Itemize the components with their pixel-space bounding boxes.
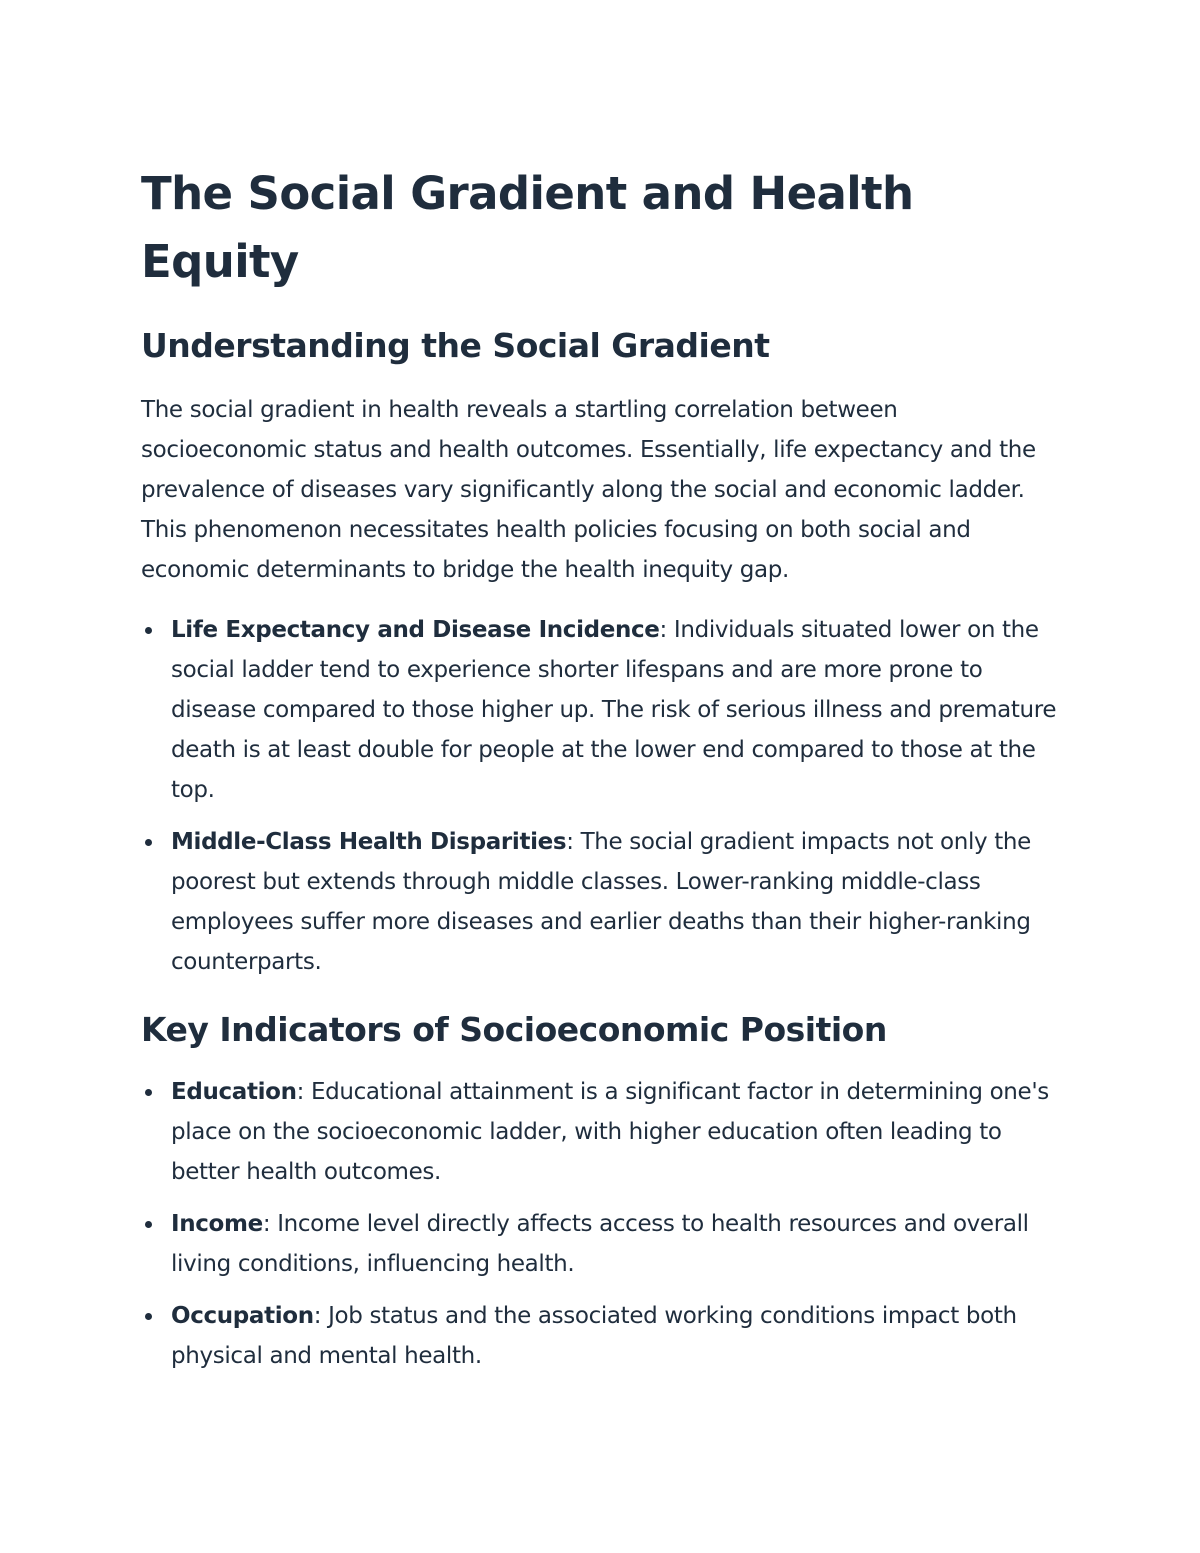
list-item <box>171 822 1066 982</box>
list-item-text: : The social gradient impacts not only the poorest but extends through middle classes. Lower-ranking middle-class employees suffer more diseases and earlier deaths than their higher-ranking counterparts. <box>171 829 1031 975</box>
list-item <box>171 610 1066 810</box>
list-item <box>171 1204 1066 1284</box>
bullet-icon <box>145 1221 152 1228</box>
bullet-list <box>141 610 1066 982</box>
list-item-term: Life Expectancy and Disease Incidence <box>171 617 660 643</box>
bullet-icon <box>145 627 152 634</box>
list-item-term: Education <box>171 1079 297 1105</box>
document-title: The Social Gradient and Health Equity <box>141 167 914 288</box>
bullet-icon <box>145 1089 152 1096</box>
bullet-list <box>141 1072 1066 1376</box>
list-item <box>171 1296 1066 1376</box>
section-understanding-social-gradient <box>141 324 1066 982</box>
bullet-icon <box>145 1313 152 1320</box>
section-heading: Key Indicators of Socioeconomic Position <box>141 1010 887 1049</box>
list-item-text: : Individuals situated lower on the social ladder tend to experience shorter lifespans and are more prone to disease compared to those higher up. The risk of serious illness and premature death is at least double for people at the lower end compared to those at the top. <box>171 617 1057 803</box>
section-key-indicators <box>141 1008 1066 1376</box>
list-item-text: : Job status and the associated working conditions impact both physical and mental health. <box>171 1303 1017 1369</box>
list-item-term: Occupation <box>171 1303 314 1329</box>
list-item-term: Income <box>171 1211 263 1237</box>
section-heading: Understanding the Social Gradient <box>141 326 770 365</box>
list-item-term: Middle-Class Health Disparities <box>171 829 567 855</box>
document-page <box>141 160 1066 1396</box>
section-paragraph: The social gradient in health reveals a startling correlation between socioeconomic status and health outcomes. Essentially, life expectancy and the prevalence of diseases vary significantly along the social and economic ladder. This phenomenon necessitates health policies focusing on both social and economic determinants to bridge the health inequity gap. <box>141 397 1036 583</box>
list-item-text: : Income level directly affects access to health resources and overall living conditions, influencing health. <box>171 1211 1029 1277</box>
bullet-icon <box>145 839 152 846</box>
list-item-text: : Educational attainment is a significant factor in determining one's place on the socioeconomic ladder, with higher education often leading to better health outcomes. <box>171 1079 1049 1185</box>
list-item <box>171 1072 1066 1192</box>
